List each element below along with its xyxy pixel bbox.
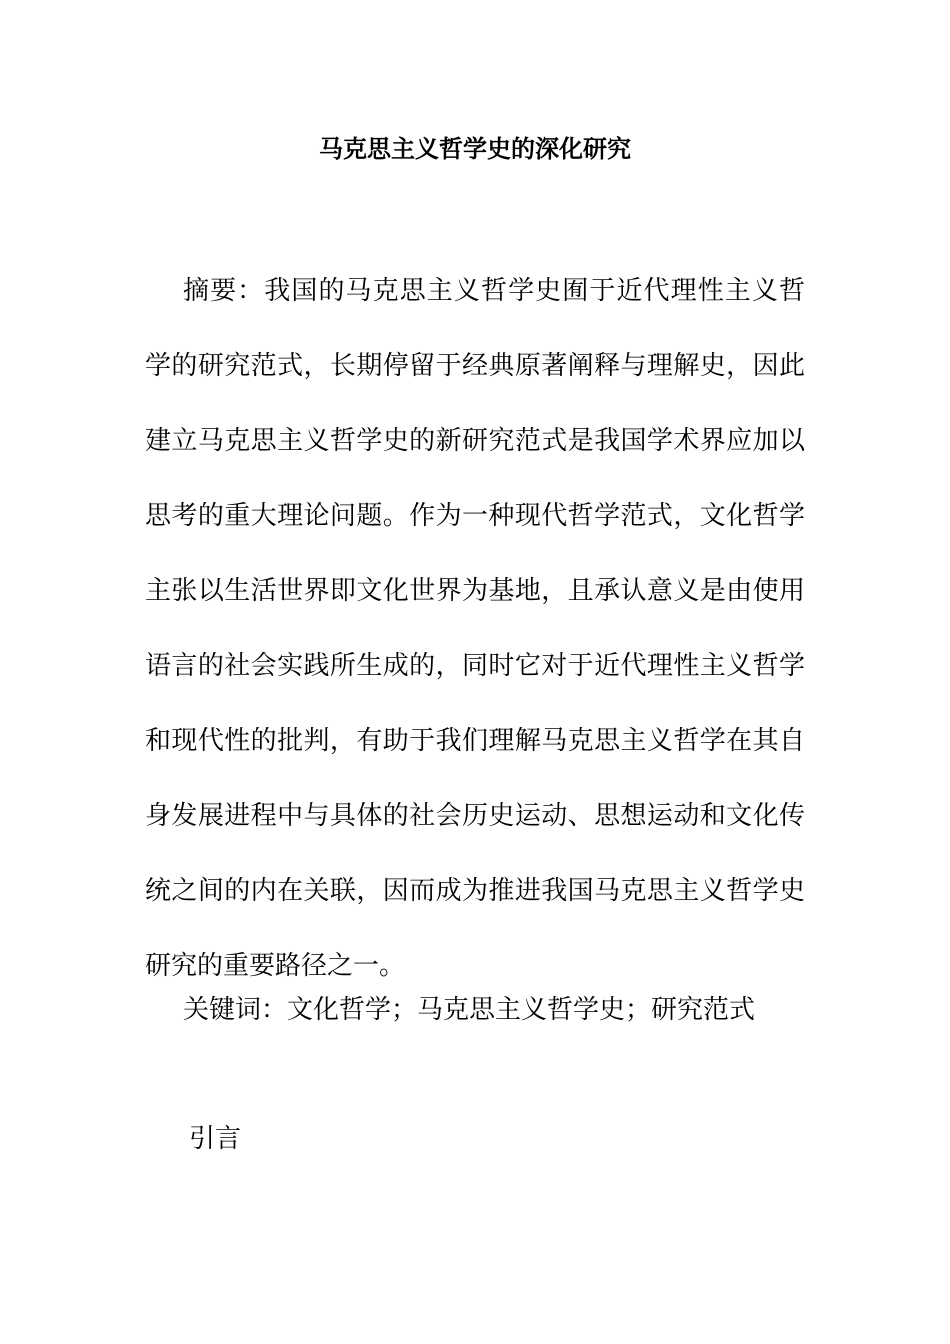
abstract-paragraph: 摘要：我国的马克思主义哲学史囿于近代理性主义哲学的研究范式，长期停留于经典原著阐释与理解史，因此建立马克思主义哲学史的新研究范式是我国学术界应加以思考的重大理论问题。作为一种现代哲学范式，文化哲学主张以生活世界即文化世界为基地，且承认意义是由使用语言的社会实践所生成的，同时它对于近代理性主义哲学和现代性的批判，有助于我们理解马克思主义哲学在其自身发展进程中与具体的社会历史运动、思想运动和文化传统之间的内在关联，因而成为推进我国马克思主义哲学史研究的重要路径之一。 — [145, 276, 805, 981]
document-title: 马克思主义哲学史的深化研究 — [319, 135, 631, 163]
keywords-line: 关键词：文化哲学；马克思主义哲学史；研究范式 — [183, 995, 756, 1025]
section-heading-introduction: 引言 — [189, 1124, 242, 1154]
